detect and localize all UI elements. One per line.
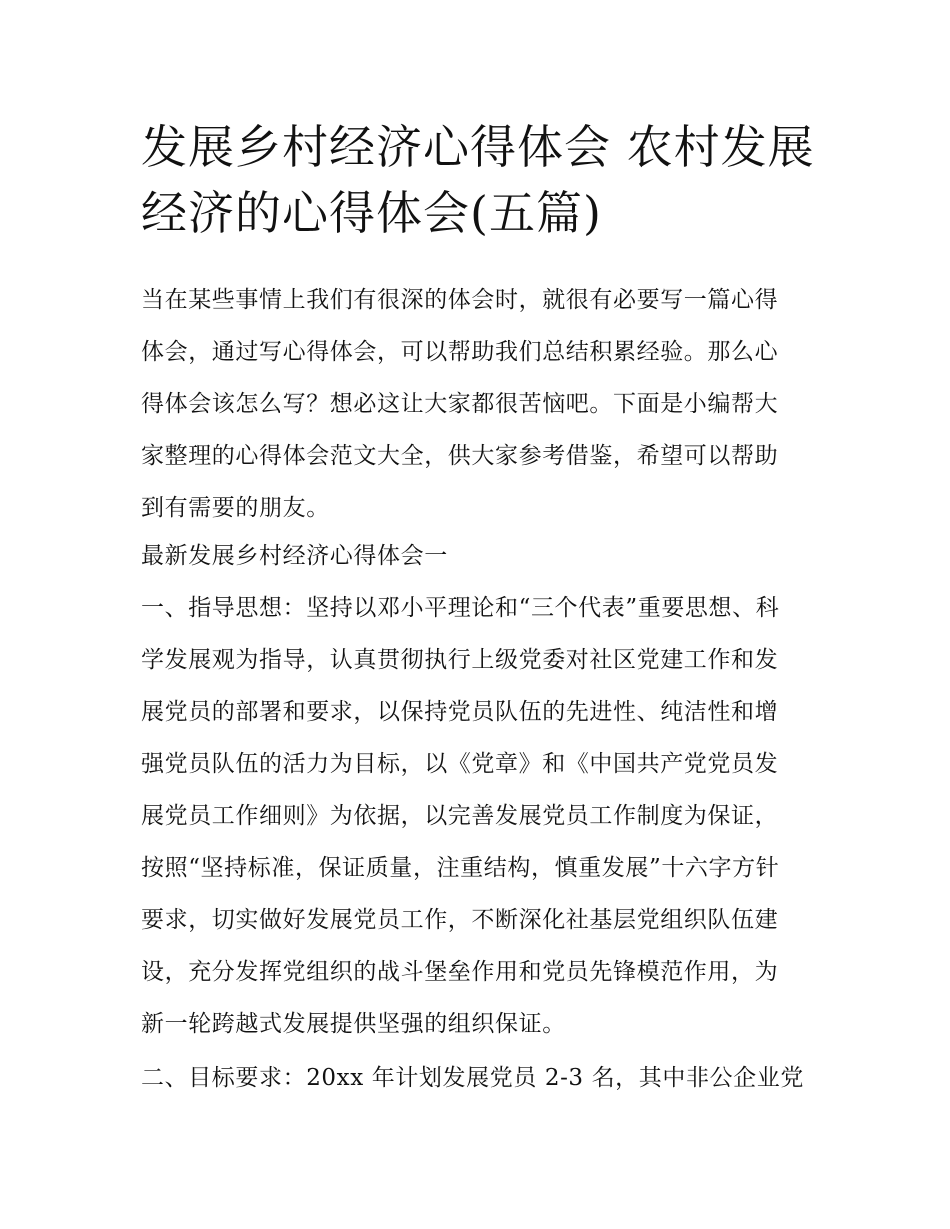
section1-line-2: 学发展观为指导，认真贯彻执行上级党委对社区党建工作和发 — [141, 647, 779, 673]
section1-line-1: 一、指导思想：坚持以邓小平理论和“三个代表”重要思想、科 — [141, 595, 780, 621]
intro-line-4: 家整理的心得体会范文大全，供大家参考借鉴，希望可以帮助 — [141, 443, 779, 469]
section1-line-5: 展党员工作细则》为依据，以完善发展党员工作制度为保证， — [141, 803, 779, 829]
intro-line-2: 体会，通过写心得体会，可以帮助我们总结积累经验。那么心 — [141, 339, 779, 365]
intro-line-1: 当在某些事情上我们有很深的体会时，就很有必要写一篇心得 — [141, 287, 779, 313]
document-title: 发展乡村经济心得体会 农村发展经济的心得体会(五篇) — [141, 120, 815, 240]
intro-line-5: 到有需要的朋友。 — [141, 495, 330, 521]
section1-line-7: 要求，切实做好发展党员工作，不断深化社基层党组织队伍建 — [141, 907, 779, 933]
section1-line-6: 按照“坚持标准，保证质量，注重结构，慎重发展”十六字方针 — [141, 855, 780, 881]
section1-line-4: 强党员队伍的活力为目标，以《党章》和《中国共产党党员发 — [141, 751, 779, 777]
section1-line-3: 展党员的部署和要求，以保持党员队伍的先进性、纯洁性和增 — [141, 699, 779, 725]
intro-line-3: 得体会该怎么写？想必这让大家都很苦恼吧。下面是小编帮大 — [141, 391, 779, 417]
section2-line-1: 二、目标要求：20xx 年计划发展党员 2-3 名，其中非公企业党 — [141, 1065, 804, 1091]
section1-line-8: 设，充分发挥党组织的战斗堡垒作用和党员先锋模范作用，为 — [141, 959, 779, 985]
section1-line-9: 新一轮跨越式发展提供坚强的组织保证。 — [141, 1011, 566, 1037]
section-heading: 最新发展乡村经济心得体会一 — [141, 543, 448, 569]
